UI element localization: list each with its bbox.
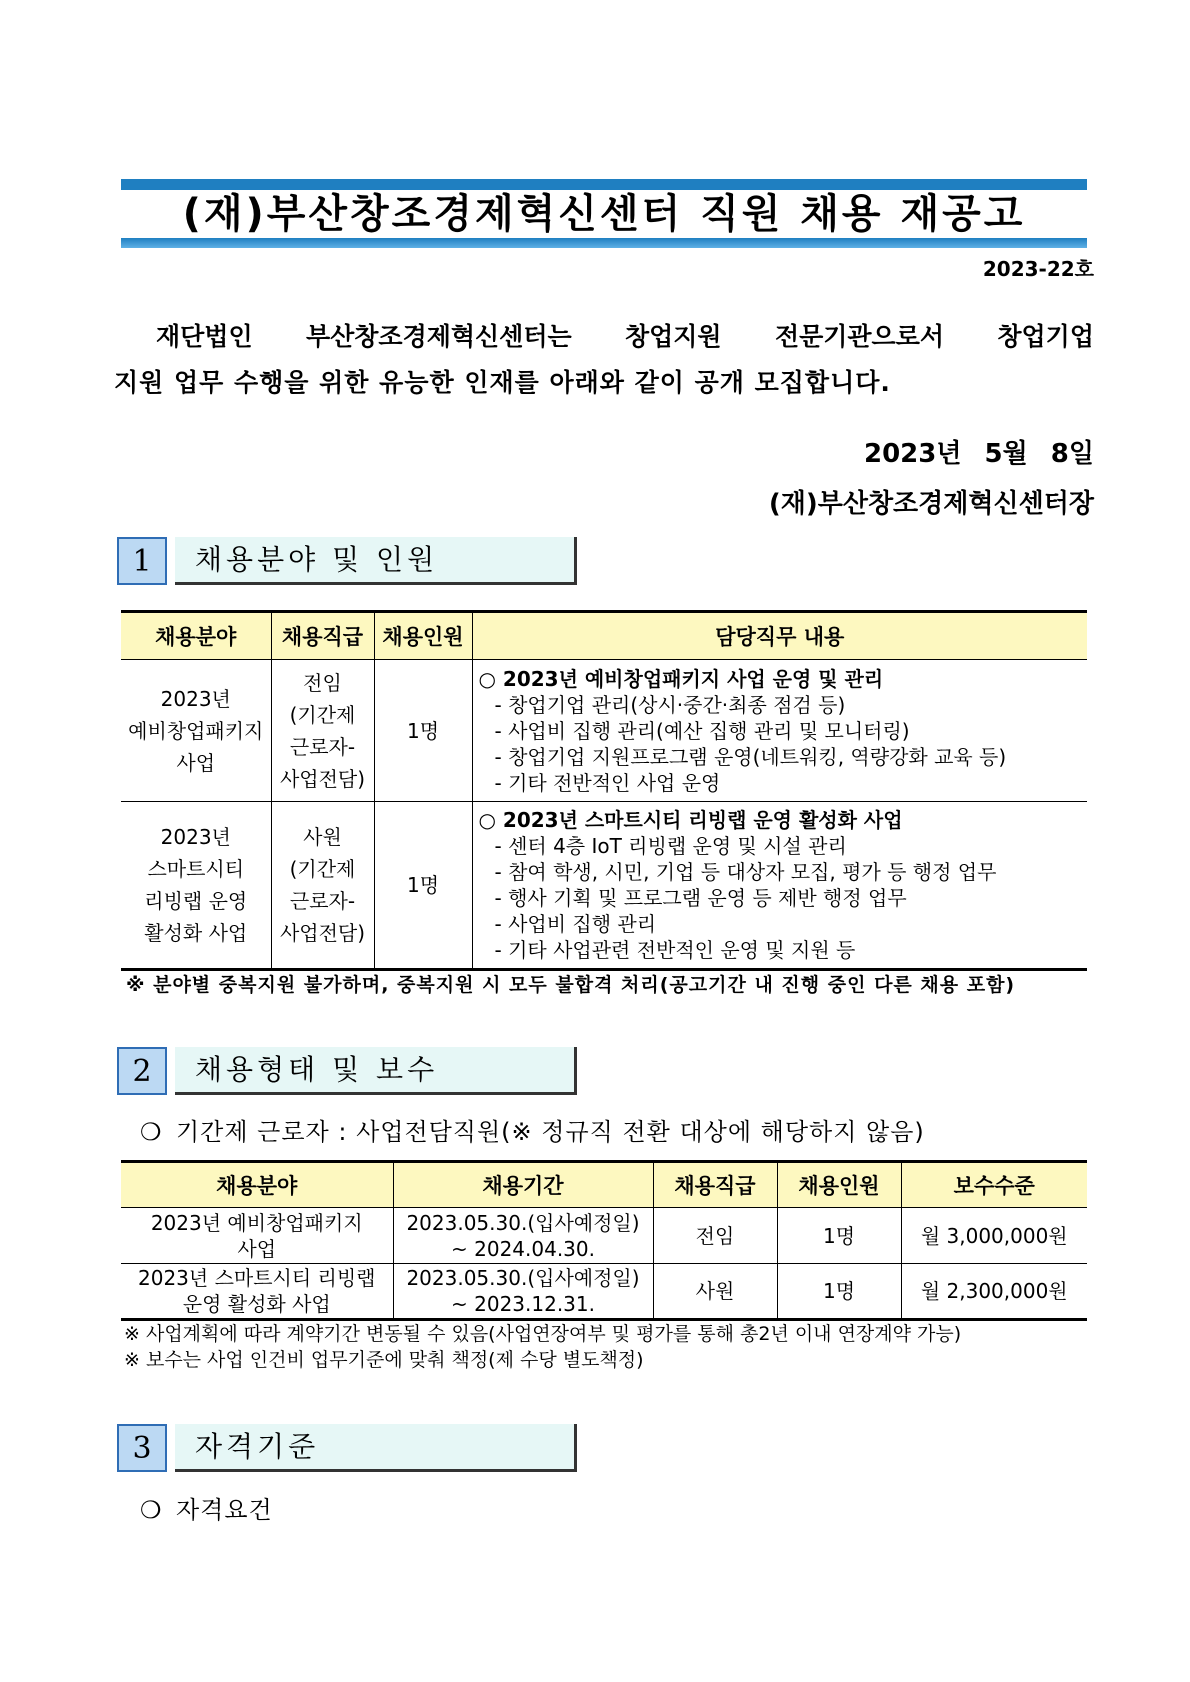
section-2-notes [124, 1321, 961, 1373]
title-bottom-bar [121, 238, 1087, 248]
column-header: 담당직무 내용 [472, 612, 1087, 660]
intro-paragraph [114, 314, 1094, 406]
announcement-date: 2023년 5월 8일 [864, 439, 1094, 469]
section-1-note: ※ 분야별 중복지원 불가하며, 중복지원 시 모두 불합격 처리(공고기간 내 진행 중인 다른 채용 포함) [126, 974, 1016, 996]
intro-word: 부산창조경제혁신센터는 [305, 322, 572, 351]
column-header: 채용기간 [393, 1162, 653, 1208]
recruitment-table [121, 610, 1087, 971]
column-header: 채용분야 [121, 1162, 393, 1208]
duty-item: - 센터 4층 IoT 리빙랩 운영 및 시설 관리 [494, 834, 847, 858]
bullet-text: 기간제 근로자 : 사업전담직원(※ 정규직 전환 대상에 해당하지 않음) [176, 1118, 925, 1146]
count-cell: 1명 [374, 802, 472, 970]
rank-cell: 사원 (기간제 근로자- 사업전담) [271, 802, 374, 970]
pay-cell: 월 2,300,000원 [901, 1264, 1087, 1320]
field-cell: 2023년 스마트시티 리빙랩 운영 활성화 사업 [121, 1264, 393, 1320]
table-row [121, 1264, 1087, 1320]
column-header: 보수수준 [901, 1162, 1087, 1208]
intro-line-2: 지원 업무 수행을 위한 유능한 인재를 아래와 같이 공개 모집합니다. [114, 368, 891, 397]
table-row [121, 660, 1087, 802]
intro-word: 창업지원 [624, 322, 722, 351]
section-number: 1 [117, 537, 167, 585]
table-row [121, 1208, 1087, 1264]
rank-cell: 사원 [653, 1264, 777, 1320]
field-cell: 2023년 스마트시티 리빙랩 운영 활성화 사업 [121, 802, 271, 970]
column-header: 채용분야 [121, 612, 271, 660]
duty-item: - 사업비 집행 관리(예산 집행 관리 및 모니터링) [494, 718, 910, 743]
pay-cell: 월 3,000,000원 [901, 1208, 1087, 1264]
bullet-icon: ❍ [140, 1496, 163, 1524]
column-header: 채용직급 [653, 1162, 777, 1208]
count-cell: 1명 [374, 660, 472, 802]
column-header: 채용인원 [777, 1162, 901, 1208]
note-line: ※ 사업계획에 따라 계약기간 변동될 수 있음(사업연장여부 및 평가를 통해 총2년 이내 연장계약 가능) [124, 1323, 962, 1345]
duty-item: - 행사 기획 및 프로그램 운영 등 제반 행정 업무 [494, 886, 907, 910]
rank-cell: 전임 (기간제 근로자- 사업전담) [271, 660, 374, 802]
bullet-icon: ❍ [140, 1118, 163, 1146]
section-number: 3 [117, 1424, 167, 1472]
duty-item: - 참여 학생, 시민, 기업 등 대상자 모집, 평가 등 행정 업무 [494, 860, 997, 884]
section-number: 2 [117, 1047, 167, 1095]
duty-cell [472, 660, 1087, 802]
document-number: 2023-22호 [982, 257, 1094, 281]
rank-cell: 전임 [653, 1208, 777, 1264]
section-title: 채용형태 및 보수 [175, 1047, 577, 1095]
document-title: (재)부산창조경제혁신센터 직원 채용 재공고 [182, 191, 1026, 237]
section-title: 채용분야 및 인원 [175, 537, 577, 585]
bullet-text: 자격요건 [176, 1496, 273, 1524]
section-title: 자격기준 [175, 1424, 577, 1472]
duty-item: - 창업기업 지원프로그램 운영(네트워킹, 역량강화 교육 등) [494, 744, 1007, 769]
column-header: 채용직급 [271, 612, 374, 660]
duty-cell [472, 802, 1087, 970]
employment-type-bullet [140, 1112, 925, 1147]
column-header: 채용인원 [374, 612, 472, 660]
duty-head: ○ 2023년 스마트시티 리빙랩 운영 활성화 사업 [478, 808, 903, 832]
intro-word: 재단법인 [156, 322, 253, 351]
qualification-bullet [140, 1490, 273, 1525]
intro-word: 전문기관으로서 [774, 322, 945, 351]
count-cell: 1명 [777, 1208, 901, 1264]
table-header-row [121, 612, 1087, 660]
duty-item: - 창업기업 관리(상시·중간·최종 점검 등) [494, 692, 846, 717]
duty-item: - 기타 사업관련 전반적인 운영 및 지원 등 [494, 938, 856, 962]
table-row [121, 802, 1087, 970]
duty-item: - 기타 전반적인 사업 운영 [494, 770, 721, 795]
table-header-row [121, 1162, 1087, 1208]
field-cell: 2023년 예비창업패키지 사업 [121, 1208, 393, 1264]
duty-item: - 사업비 집행 관리 [494, 912, 657, 936]
note-line: ※ 보수는 사업 인건비 업무기준에 맞춰 책정(제 수당 별도책정) [124, 1349, 644, 1371]
count-cell: 1명 [777, 1264, 901, 1320]
field-cell: 2023년 예비창업패키지 사업 [121, 660, 271, 802]
duty-head: ○ 2023년 예비창업패키지 사업 운영 및 관리 [478, 666, 884, 691]
period-cell: 2023.05.30.(입사예정일) ~ 2024.04.30. [393, 1208, 653, 1264]
period-cell: 2023.05.30.(입사예정일) ~ 2023.12.31. [393, 1264, 653, 1320]
signer: (재)부산창조경제혁신센터장 [768, 489, 1094, 519]
salary-table [121, 1160, 1087, 1321]
intro-line-1 [114, 314, 1094, 360]
intro-word: 창업기업 [997, 322, 1094, 351]
